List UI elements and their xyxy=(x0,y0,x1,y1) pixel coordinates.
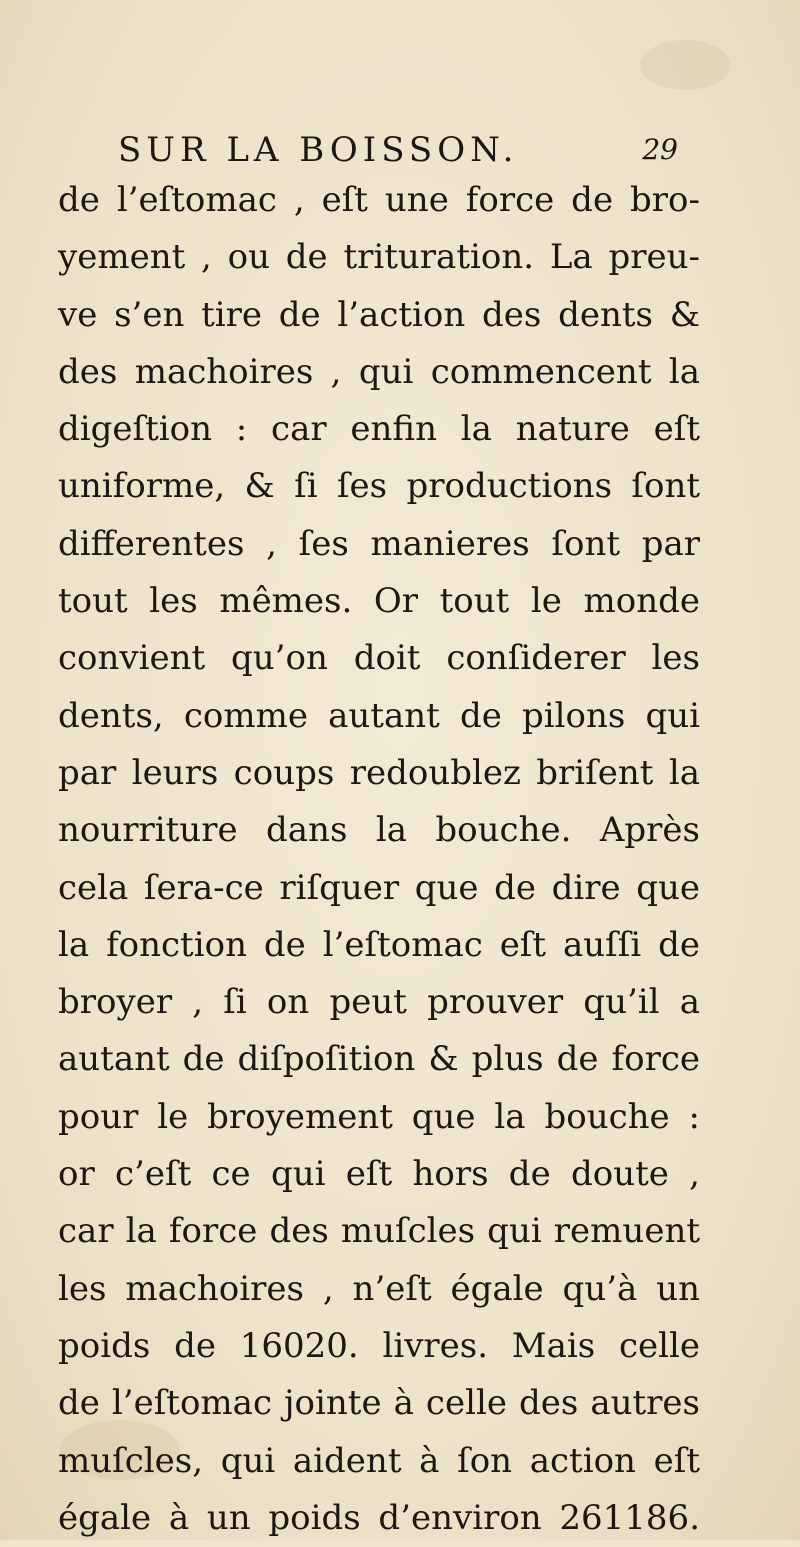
running-head xyxy=(118,128,678,172)
page-number: 29 xyxy=(642,133,678,166)
text-line: la fonction de l’eſtomac eſt auſſi de xyxy=(58,924,700,965)
text-line: de l’eſtomac jointe à celle des autres xyxy=(58,1383,700,1424)
text-line: nourriture dans la bouche. Après xyxy=(58,810,700,851)
text-line: pour le broyement que la bouche : xyxy=(58,1096,700,1137)
text-line: égale à un poids d’environ 261186. xyxy=(58,1497,700,1538)
text-line: tout les mêmes. Or tout le monde xyxy=(58,581,700,622)
text-line: car la force des muſcles qui remuent xyxy=(58,1211,700,1252)
text-line: differentes , ſes manieres ſont par xyxy=(58,523,700,564)
text-line: uniforme, & ſi ſes productions ſont xyxy=(58,466,700,507)
text-line: yement , ou de trituration. La preu- xyxy=(58,237,700,278)
text-line: autant de diſpoſition & plus de force xyxy=(58,1039,700,1080)
text-line: or c’eſt ce qui eſt hors de doute , xyxy=(58,1154,700,1195)
text-line: convient qu’on doit conſiderer les xyxy=(58,638,700,679)
text-line: dents, comme autant de pilons qui xyxy=(58,695,700,736)
text-line: de l’eſtomac , eſt une force de bro- xyxy=(58,180,700,220)
text-line: cela ſera-ce riſquer que de dire que xyxy=(58,867,700,908)
body-text xyxy=(58,172,700,1547)
running-head-title: SUR LA BOISSON. xyxy=(118,130,519,170)
text-line: muſcles, qui aident à ſon action eſt xyxy=(58,1440,700,1481)
text-line: par leurs coups redoublez briſent la xyxy=(58,752,700,793)
text-line: des machoires , qui commencent la xyxy=(58,351,700,392)
paper-stain xyxy=(640,40,730,90)
text-line: digeſtion : car enfin la nature eſt xyxy=(58,409,700,450)
text-line: les machoires , n’eſt égale qu’à un xyxy=(58,1268,700,1309)
text-line: poids de 16020. livres. Mais celle xyxy=(58,1325,700,1366)
text-line: ve s’en tire de l’action des dents & xyxy=(58,294,700,335)
text-line: broyer , ſi on peut prouver qu’il a xyxy=(58,982,700,1023)
